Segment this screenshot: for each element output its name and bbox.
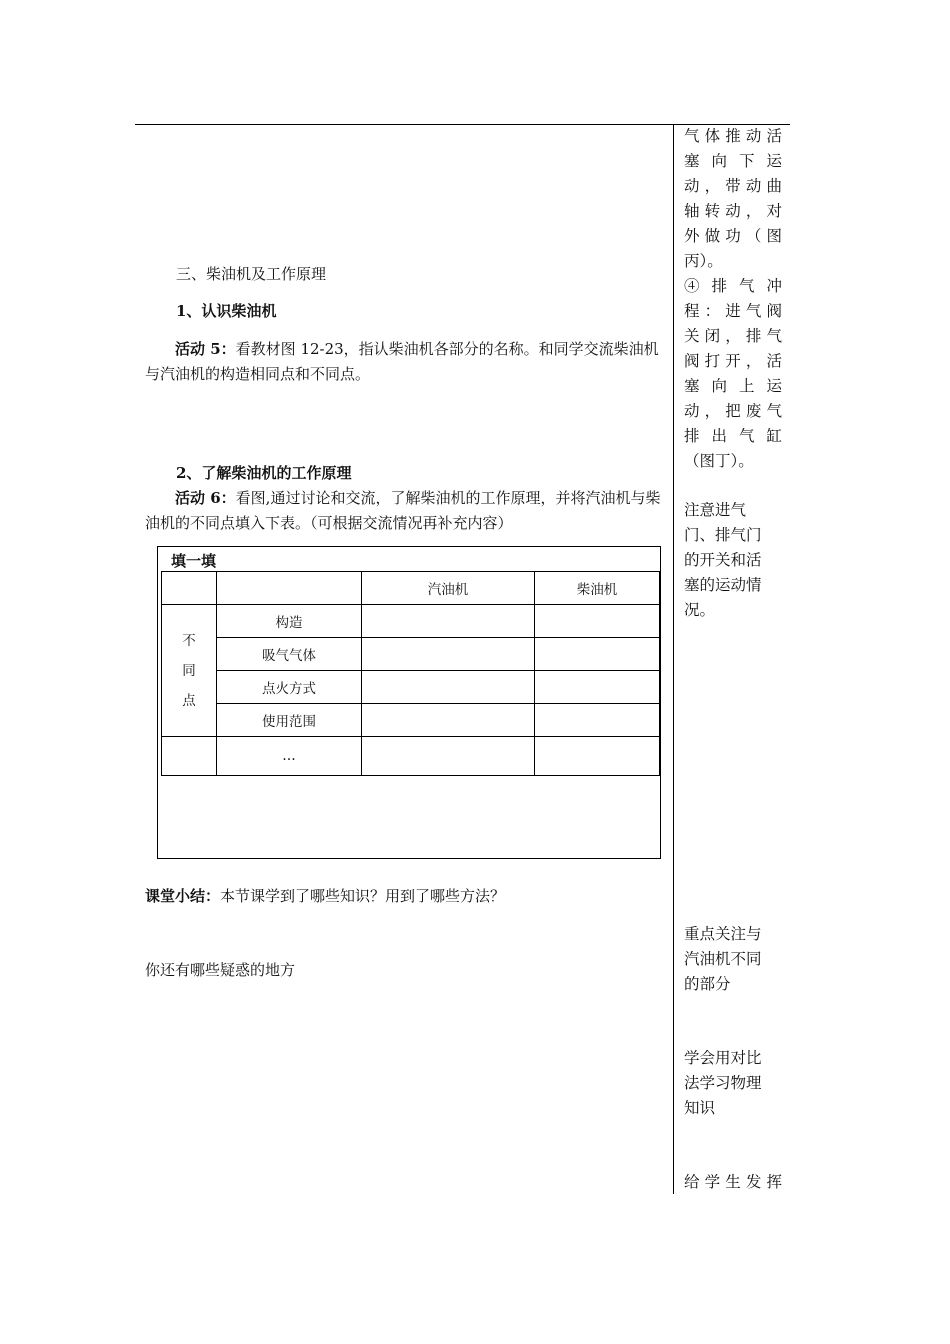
- side-note-line: 关闭，排气: [684, 327, 782, 345]
- side-note-line: 知识: [684, 1099, 716, 1117]
- doubt-prompt: 你还有哪些疑惑的地方: [145, 961, 296, 979]
- summary-line: [145, 884, 505, 909]
- side-note-line: 程：进气阀: [684, 302, 782, 320]
- side-note-line: 轴转动，对: [684, 202, 782, 220]
- side-note-valves: [684, 498, 782, 623]
- side-note-line: 重点关注与: [684, 925, 762, 943]
- side-note-method: [684, 1046, 782, 1121]
- side-note-stroke-steps: [684, 124, 782, 474]
- section3-title: 三、柴油机及工作原理: [176, 265, 327, 283]
- row-label-usage: 使用范围: [217, 704, 362, 737]
- sub1-title: 1、认识柴油机: [176, 302, 277, 320]
- side-note-line: （图丁）。: [684, 452, 754, 470]
- group-label-char: 不: [182, 632, 196, 649]
- side-note-line: 门、排气门: [684, 526, 762, 544]
- side-note-line: 气体推动活: [684, 127, 782, 145]
- side-note-line: 塞的运动情: [684, 576, 762, 594]
- col-header-gasoline: 汽油机: [362, 572, 535, 605]
- activity5-label: 活动 5：: [175, 340, 236, 358]
- side-note-student: [684, 1170, 782, 1195]
- group-label-differences: [162, 605, 217, 737]
- input-cell[interactable]: [535, 671, 660, 704]
- input-cell[interactable]: [535, 605, 660, 638]
- row-label-structure: 构造: [217, 605, 362, 638]
- sub2-title: 2、了解柴油机的工作原理: [176, 464, 352, 482]
- side-note-line: 外做功（图: [684, 227, 782, 245]
- input-cell[interactable]: [362, 671, 535, 704]
- activity6-label: 活动 6：: [175, 489, 236, 507]
- activity5-text: 看教材图 12-23，指认柴油机各部分的名称。和同学交流柴油机与汽油机的构造相同点和不同点。: [145, 340, 659, 383]
- activity6-paragraph: [145, 486, 670, 536]
- row-label-ignition: 点火方式: [217, 671, 362, 704]
- input-cell[interactable]: [362, 704, 535, 737]
- side-note-line: 动，带动曲: [684, 177, 782, 195]
- input-cell[interactable]: [362, 737, 535, 776]
- summary-label: 课堂小结：: [145, 887, 221, 905]
- fill-in-title: 填一填: [171, 552, 217, 570]
- group-label-char: 同: [182, 662, 196, 679]
- row-label-intake: 吸气气体: [217, 638, 362, 671]
- side-note-line: 学会用对比: [684, 1049, 762, 1067]
- input-cell[interactable]: [362, 638, 535, 671]
- table-blank-header: [217, 572, 362, 605]
- column-divider: [673, 124, 674, 1194]
- side-note-line: 塞 向 上 运: [684, 377, 782, 395]
- group-label-char: 点: [182, 692, 196, 709]
- table-corner-cell: [162, 572, 217, 605]
- side-note-line: 法学习物理: [684, 1074, 762, 1092]
- side-note-line: 况。: [684, 601, 716, 619]
- side-note-line: 的部分: [684, 975, 731, 993]
- summary-text: 本节课学到了哪些知识？用到了哪些方法？: [220, 887, 506, 905]
- extra-row-ellipsis: …: [217, 737, 362, 776]
- side-note-line: 丙）。: [684, 252, 723, 270]
- side-note-focus: [684, 922, 782, 997]
- activity6-text: 看图,通过讨论和交流，了解柴油机的工作原理，并将汽油机与柴油机的不同点填入下表。（可根据交流情况再补充内容）: [145, 489, 661, 532]
- side-note-line: ④ 排 气 冲: [684, 277, 782, 295]
- side-note-line: 塞 向 下 运: [684, 152, 782, 170]
- extra-row-blank: [162, 737, 217, 776]
- activity5-paragraph: [145, 337, 670, 387]
- input-cell[interactable]: [535, 638, 660, 671]
- input-cell[interactable]: [535, 737, 660, 776]
- comparison-table: [161, 571, 660, 776]
- input-cell[interactable]: [362, 605, 535, 638]
- side-note-line: 排 出 气 缸: [684, 427, 782, 445]
- side-note-line: 阀打开，活: [684, 352, 782, 370]
- side-note-line: 的开关和活: [684, 551, 762, 569]
- input-cell[interactable]: [535, 704, 660, 737]
- col-header-diesel: 柴油机: [535, 572, 660, 605]
- side-note-line: 注意进气: [684, 501, 747, 519]
- side-note-line: 汽油机不同: [684, 950, 762, 968]
- side-note-line: 给 学 生 发 挥: [684, 1173, 782, 1191]
- side-note-line: 动，把废气: [684, 402, 782, 420]
